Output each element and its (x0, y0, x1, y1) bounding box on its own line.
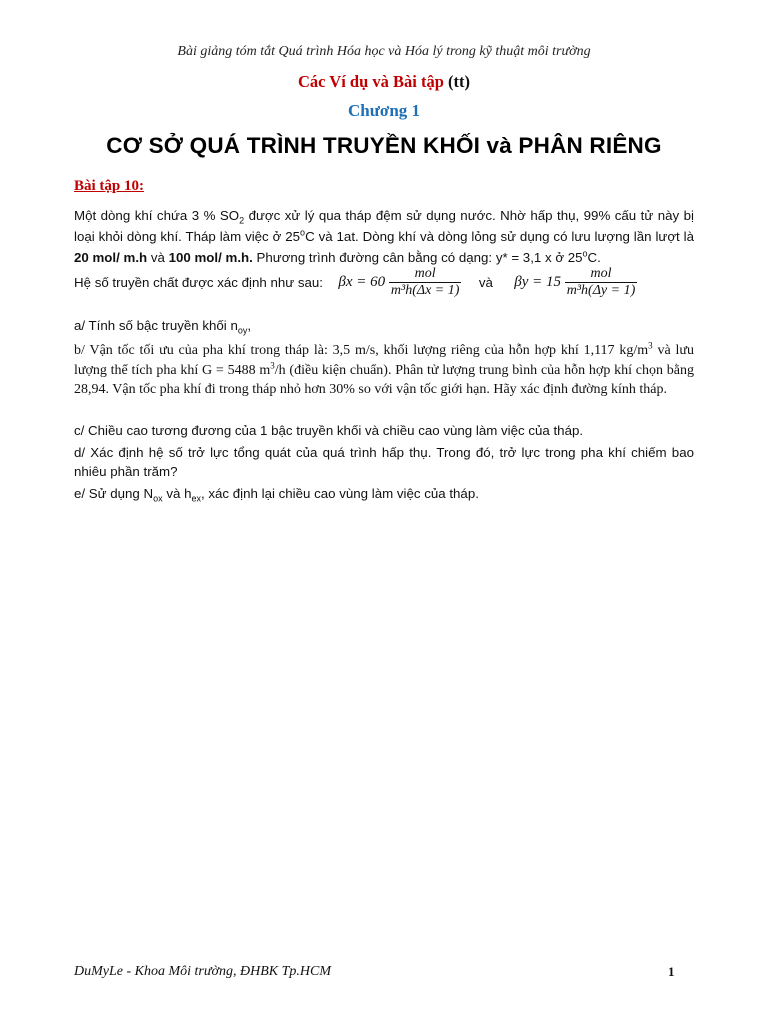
intro-text-5: C. (587, 250, 601, 265)
question-d: d/ Xác định hệ số trở lực tổng quát của quá trình hấp thụ. Trong đó, trở lực trong pha khí chiếm bao nhiêu phần trăm? (74, 445, 694, 479)
beta-x-lhs: βx = 60 (338, 274, 386, 290)
footer-author: DuMyLe - Khoa Môi trường, ĐHBK Tp.HCM (74, 964, 331, 979)
beta-y-numerator: mol (590, 266, 612, 281)
intro-text-2: được xử lý qua tháp đệm sử dụng nước. Nhờ hấp thụ, 99% cấu tử này bị loại khỏi dòng khí. Tháp làm việc ở 25 (74, 208, 695, 244)
beta-x-denominator: m³h(Δx = 1) (390, 283, 460, 298)
exercise-intro (74, 205, 694, 268)
beta-y-denominator: m³h(Δy = 1) (566, 283, 636, 298)
question-a-text: a/ Tính số bậc truyền khối n (74, 318, 238, 333)
question-b-text-3: /h (điều kiện chuẩn). Phân tử lượng trung bình của hỗn hợp khí chọn bằng 28,94. Vận tốc pha khí đi trong tháp nhỏ hơn 30% so với vận tốc giới hạn. Hãy xác định đường kính tháp. (74, 362, 695, 397)
question-a-sub: oy (237, 325, 248, 336)
question-e (74, 483, 694, 504)
beta-x-numerator: mol (414, 266, 436, 281)
page-number: 1 (668, 964, 675, 979)
intro-text-4: Phương trình đường cân bằng có dạng: y* = 3,1 x ở 25 (252, 250, 583, 265)
question-b-sup-1: 3 (648, 340, 653, 351)
subtitle-main: Các Ví dụ và Bài tập (297, 72, 444, 91)
beta-y-fraction (565, 266, 638, 299)
beta-y-lhs: βy = 15 (514, 274, 562, 290)
question-e-text-3: , xác định lại chiều cao vùng làm việc của tháp. (201, 486, 479, 501)
question-b (74, 341, 694, 400)
intro-sub: 2 (239, 215, 245, 226)
question-e-text-1: e/ Sử dụng N (74, 486, 154, 501)
gas-flow-rate: 20 mol/ m.h (74, 250, 148, 265)
section-subtitle (0, 72, 768, 92)
intro-sup-2: o (582, 248, 588, 259)
question-b-text-1: b/ Vận tốc tối ưu của pha khí trong tháp là: 3,5 m/s, khối lượng riêng của hỗn hợp khí 1,117 kg/m (74, 343, 649, 358)
question-c: c/ Chiều cao tương đương của 1 bậc truyền khối và chiều cao vùng làm việc của tháp. (74, 423, 584, 438)
question-b-sup-2: 3 (270, 359, 275, 370)
intro-text-1: Một dòng khí chứa 3 % SO (74, 208, 240, 223)
question-a (74, 315, 694, 336)
chapter-label: Chương 1 (347, 101, 421, 120)
exercise-label: Bài tập 10: (74, 178, 145, 194)
subtitle-suffix: (tt) (448, 72, 471, 91)
question-e-sub-1: ox (153, 493, 163, 504)
question-a-end: , (247, 318, 252, 333)
coefficient-label: Hệ số truyền chất được xác định như sau: (74, 275, 324, 290)
intro-and: và (147, 250, 169, 265)
page-header: Bài giảng tóm tắt Quá trình Hóa học và Hóa lý trong kỹ thuật môi trường (177, 44, 591, 59)
question-e-sub-2: ex (191, 493, 201, 504)
intro-sup: o (300, 227, 306, 238)
beta-x-fraction (389, 266, 462, 299)
question-e-text-2: và h (162, 486, 192, 501)
question-b-text-2: và lưu lượng thể tích pha khí G = 5488 m (74, 343, 694, 378)
transfer-coefficient-line (74, 266, 694, 299)
intro-text-3: C và 1at. Dòng khí và dòng lỏng sử dụng có lưu lượng lần lượt là (305, 229, 694, 244)
coefficient-and: và (478, 275, 493, 290)
page-title: CƠ SỞ QUÁ TRÌNH TRUYỀN KHỐI và PHÂN RIÊNG (106, 133, 662, 158)
liquid-flow-rate: 100 mol/ m.h. (168, 250, 253, 265)
